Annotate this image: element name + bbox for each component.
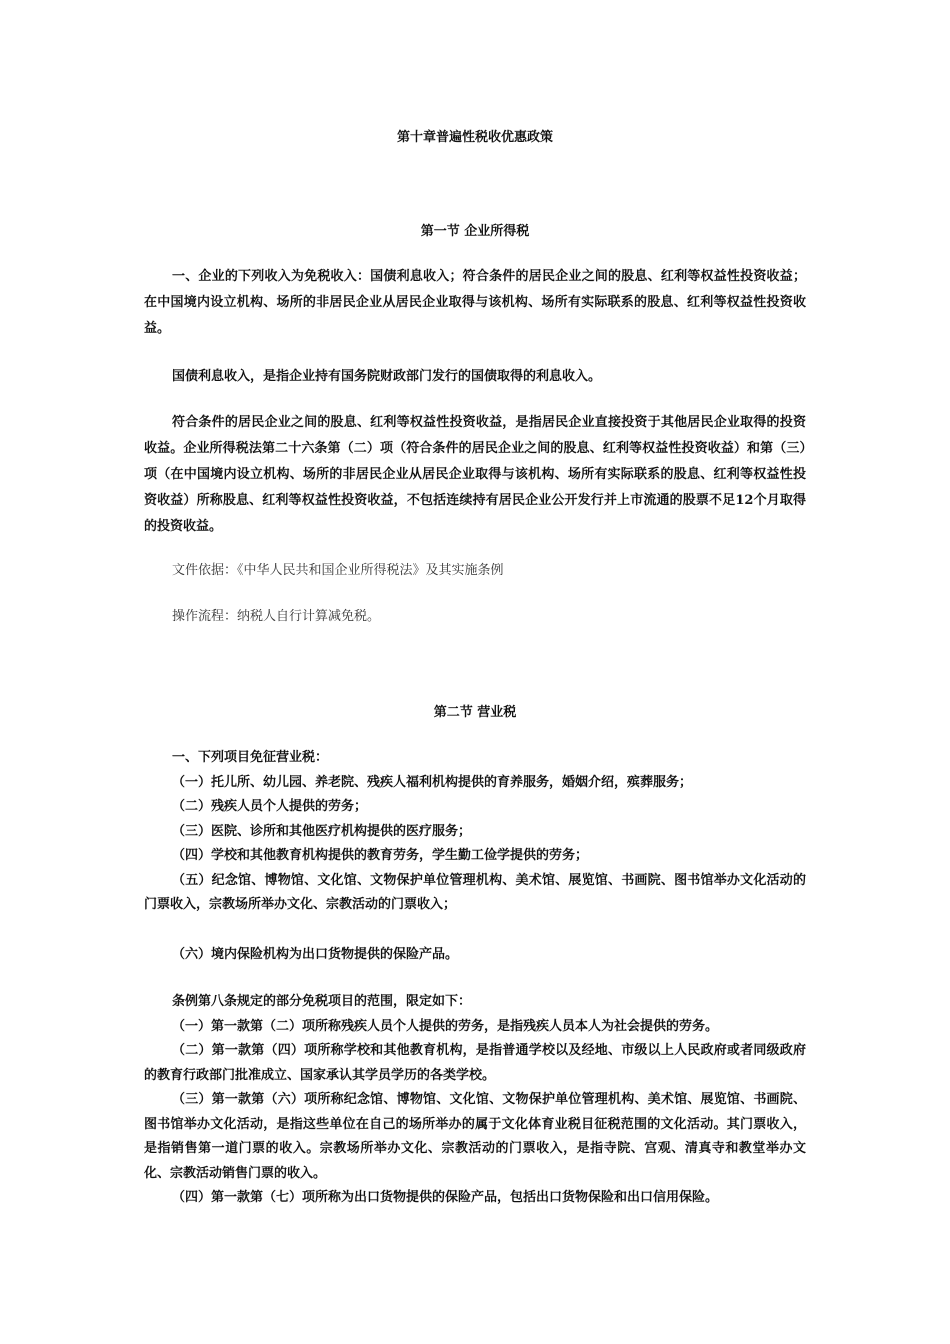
rule-item: （二）第一款第（四）项所称学校和其他教育机构，是指普通学校以及经地、市级以上人民政府或者同级政府的教育行政部门批准成立、国家承认其学员学历的各类学校。 <box>144 1043 806 1083</box>
section-1-paragraph-1: 一、企业的下列收入为免税收入：国债利息收入；符合条件的居民企业之间的股息、红利等权益性投资收益；在中国境内设立机构、场所的非居民企业从居民企业取得与该机构、场所有实际联系的股息、红利等权益性投资收益。 <box>144 269 806 336</box>
list-item: （四）学校和其他教育机构提供的教育劳务，学生勤工俭学提供的劳务； <box>172 848 589 863</box>
rule-item: （三）第一款第（六）项所称纪念馆、博物馆、文化馆、文物保护单位管理机构、美术馆、展览馆、书画院、图书馆举办文化活动，是指这些单位在自己的场所举办的属于文化体育业税目征税范围的文化活动。其门票收入，是指销售第一道门票的收入。宗教场所举办文化、宗教活动的门票收入，是指寺院、宫观、清真寺和教堂举办文化、宗教活动销售门票的收入。 <box>144 1092 806 1181</box>
list-item: （五）纪念馆、博物馆、文化馆、文物保护单位管理机构、美术馆、展览馆、书画院、图书馆举办文化活动的门票收入，宗教场所举办文化、宗教活动的门票收入； <box>144 872 806 912</box>
exemption-list <box>144 746 806 918</box>
exemption-list-intro: 一、下列项目免征营业税： <box>172 750 329 765</box>
list-item: （一）托儿所、幼儿园、养老院、残疾人福利机构提供的育养服务，婚姻介绍，殡葬服务； <box>172 774 693 790</box>
document-basis: 文件依据：《中华人民共和国企业所得税法》及其实施条例 <box>172 563 504 578</box>
list-item: （六）境内保险机构为出口货物提供的保险产品。 <box>172 947 459 962</box>
rule-item: （四）第一款第（七）项所称为出口货物提供的保险产品，包括出口货物保险和出口信用保险。 <box>172 1190 719 1205</box>
exemption-item-6 <box>144 943 806 968</box>
list-item: （三）医院、诊所和其他医疗机构提供的医疗服务； <box>172 823 472 839</box>
section-1-title: 第一节 企业所得税 <box>420 224 530 239</box>
section-1-paragraph-3: 符合条件的居民企业之间的股息、红利等权益性投资收益，是指居民企业直接投资于其他居民企业取得的投资收益。企业所得税法第二十六条第（二）项（符合条件的居民企业之间的股息、红利等权益性投资收益）和第（三）项（在中国境内设立机构、场所的非居民企业从居民企业取得与该机构、场所有实际联系的股息、红利等权益性投资收益）所称股息、红利等权益性投资收益，不包括连续持有居民企业公开发行并上市流通的股票不足12个月取得的投资收益。 <box>144 415 806 534</box>
rules-intro: 条例第八条规定的部分免税项目的范围，限定如下： <box>172 994 472 1009</box>
rule-item: （一）第一款第（二）项所称残疾人员个人提供的劳务，是指残疾人员本人为社会提供的劳务。 <box>172 1018 719 1034</box>
operation-procedure: 操作流程：纳税人自行计算减免税。 <box>172 609 381 624</box>
rules-list <box>144 990 806 1211</box>
section-2-title: 第二节 营业税 <box>433 705 517 720</box>
list-item: （二）残疾人员个人提供的劳务； <box>172 799 368 814</box>
chapter-title: 第十章普遍性税收优惠政策 <box>396 130 553 145</box>
section-1-paragraph-2: 国债利息收入，是指企业持有国务院财政部门发行的国债取得的利息收入。 <box>172 369 602 384</box>
